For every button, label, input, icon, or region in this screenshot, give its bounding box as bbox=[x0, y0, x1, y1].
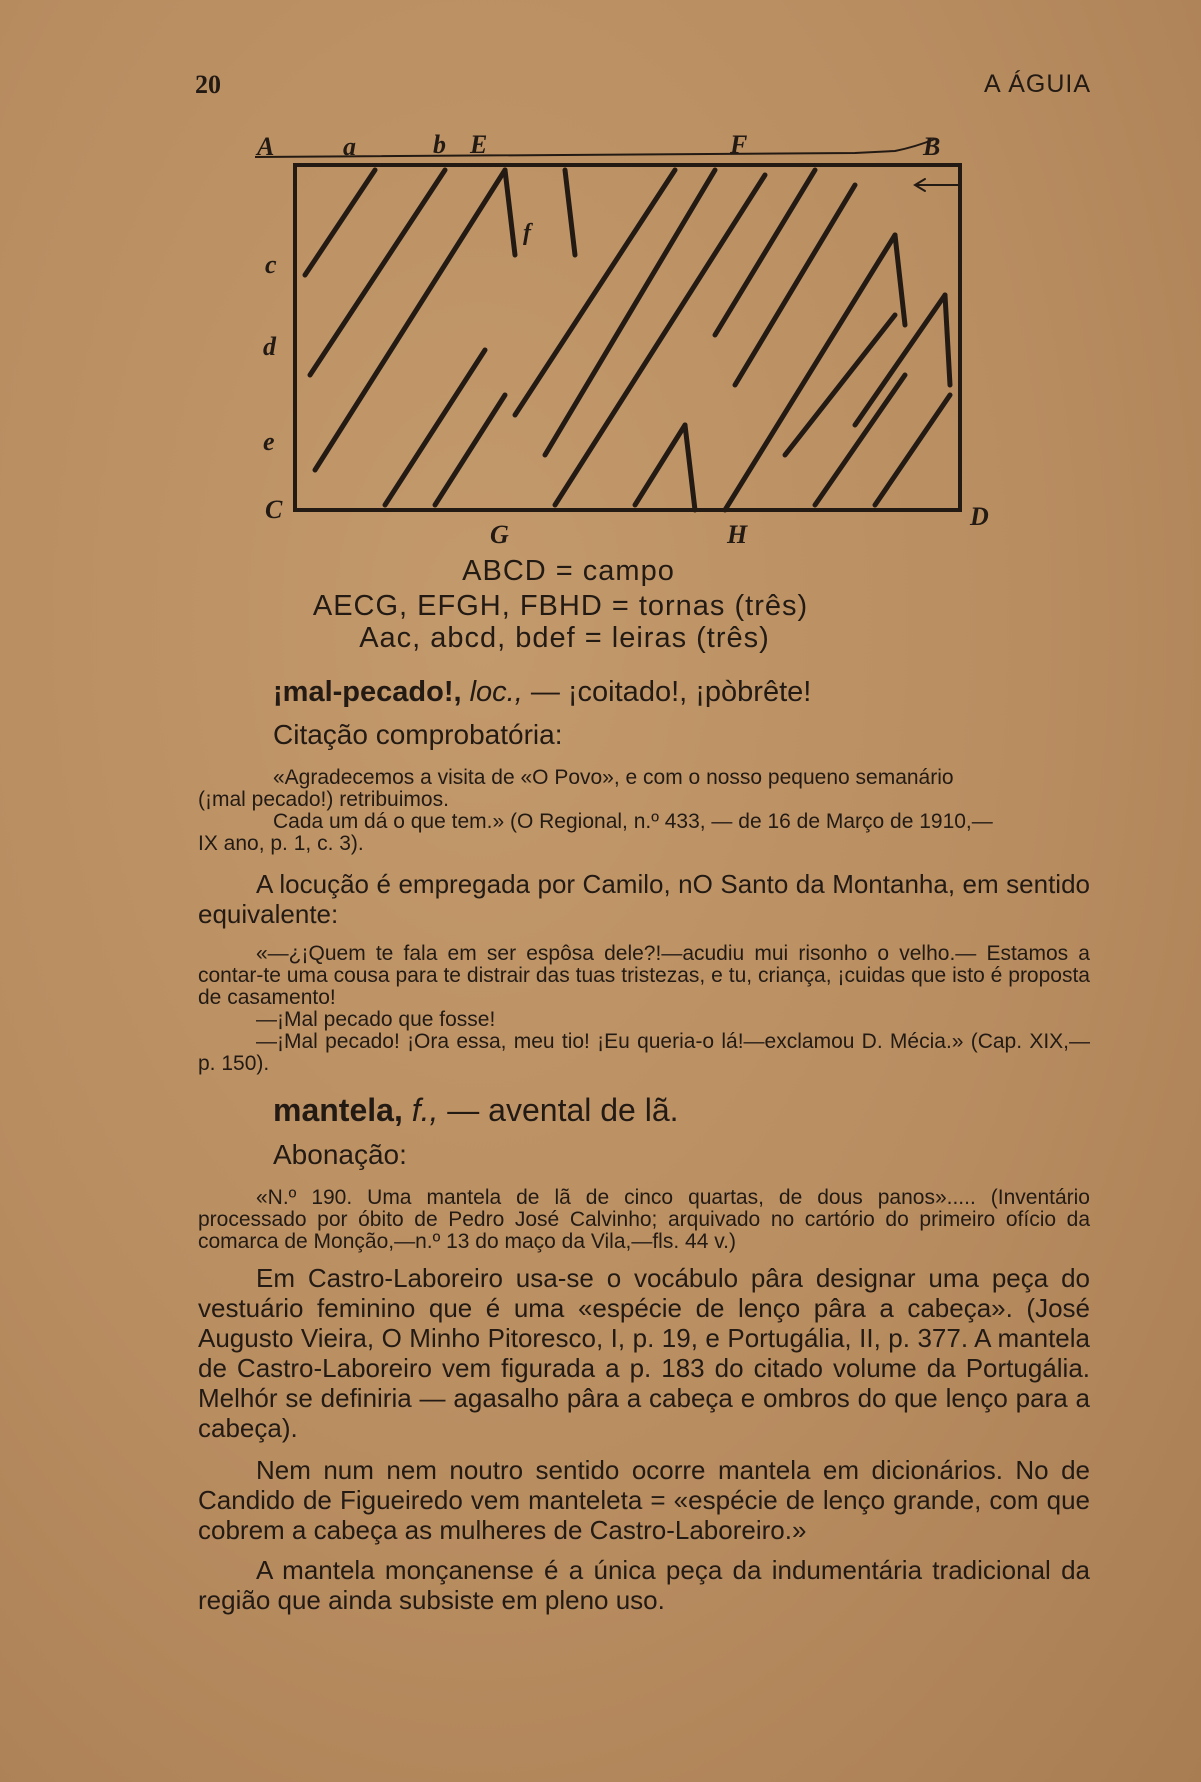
equation-leiras: Aac, abcd, bdef = leiras (três) bbox=[359, 622, 770, 654]
quote-line-1: «Agradecemos a visita de «O Povo», e com o nosso pequeno semanário bbox=[273, 766, 954, 789]
usage-paragraph: A locução é empregada por Camilo, nO Santo da Montanha, em sentido equivalente: bbox=[198, 869, 1090, 929]
headword-abbr: loc., bbox=[469, 676, 523, 708]
arrow-right bbox=[915, 179, 960, 191]
label-H: H bbox=[727, 520, 748, 545]
camilo-quote bbox=[198, 943, 1090, 1075]
page-number: 20 bbox=[195, 70, 221, 99]
equation-campo: ABCD = campo bbox=[462, 555, 675, 587]
headword-line-mantela bbox=[198, 1092, 1090, 1129]
abonacao-label: Abonação: bbox=[273, 1139, 407, 1170]
label-G: G bbox=[490, 520, 509, 545]
regional-quote bbox=[198, 767, 1090, 855]
inventario-quote: «N.º 190. Uma mantela de lã de cinco quartas, de dous panos»..... (Inventário processado por óbito de Pedro José Calvinho; arquivado no cartório do primeiro ofício da comarca de Monção,—n.º 13 do maço da Vila,—fls. 44 v.) bbox=[198, 1186, 1090, 1253]
label-D: D bbox=[970, 502, 989, 531]
headword: ¡mal-pecado!, bbox=[273, 676, 462, 708]
label-C: C bbox=[265, 495, 283, 524]
citation-label: Citação comprobatória: bbox=[273, 719, 563, 750]
camilo-line-3: —¡Mal pecado! ¡Ora essa, meu tio! ¡Eu queria-o lá!—exclamou D. Mécia.» (Cap. XIX,—p. 150). bbox=[198, 1030, 1090, 1075]
headword-mantela-gloss: — avental de lã. bbox=[447, 1092, 679, 1128]
label-d: d bbox=[263, 332, 276, 361]
dicionarios-paragraph: Nem num nem noutro sentido ocorre mantela em dicionários. No de Candido de Figueiredo vem manteleta = «espécie de lenço grande, com que cobrem a cabeça as mulheres de Castro-Laboreiro.» bbox=[198, 1455, 1090, 1545]
label-A: A bbox=[257, 132, 275, 161]
moncanense-paragraph: A mantela monçanense é a única peça da indumentária tradicional da região que ainda subsiste em pleno uso. bbox=[198, 1555, 1090, 1615]
furrow-lines bbox=[305, 170, 950, 510]
label-e: e bbox=[263, 427, 275, 456]
camilo-line-2: —¡Mal pecado que fosse! bbox=[256, 1008, 496, 1031]
top-edge bbox=[255, 139, 935, 157]
label-B: B bbox=[923, 132, 941, 161]
label-F: F bbox=[730, 130, 748, 159]
label-E: E bbox=[470, 130, 488, 159]
equation-tornas: AECG, EFGH, FBHD = tornas (três) bbox=[312, 590, 809, 622]
label-b: b bbox=[433, 130, 446, 159]
label-f: f bbox=[523, 220, 531, 246]
page-header bbox=[195, 70, 1091, 110]
field-diagram bbox=[255, 125, 1015, 545]
camilo-line-1: «—¿¡Quem te fala em ser espôsa dele?!—acudiu mui risonho o velho.— Estamos a contar-te uma cousa para te distrair das tuas tristezas, e tu, criança, ¡cuidas que isto é proposta de casamento! bbox=[198, 942, 1090, 1009]
castro-paragraph: Em Castro-Laboreiro usa-se o vocábulo pâra designar uma peça do vestuário feminino que é uma «espécie de lenço pâra a cabeça». (José Augusto Vieira, O Minho Pitoresco, I, p. 19, e Portugália, II, p. 377. A mantela de Castro-Laboreiro vem figurada a p. 183 do citado volume da Portugália. Melhór se definiria — agasalho pâra a cabeça e ombros do que lenço para a cabeça). bbox=[198, 1263, 1090, 1443]
field-border bbox=[295, 165, 960, 510]
headword-line bbox=[198, 676, 1090, 709]
headword-mantela-abbr: f., bbox=[411, 1092, 439, 1128]
headword-mantela: mantela, bbox=[273, 1092, 403, 1128]
entry-mantela bbox=[198, 1092, 1090, 1615]
label-a: a bbox=[343, 132, 356, 161]
quote-line-2: (¡mal pecado!) retribuimos. bbox=[198, 788, 449, 811]
running-title: A ÁGUIA bbox=[983, 70, 1091, 98]
quote-line-4: IX ano, p. 1, c. 3). bbox=[198, 832, 364, 855]
label-c: c bbox=[265, 250, 277, 279]
entry-mal-pecado bbox=[198, 676, 1090, 1075]
headword-gloss: — ¡coitado!, ¡pòbrête! bbox=[530, 676, 812, 708]
quote-line-3: Cada um dá o que tem.» (O Regional, n.º 433, — de 16 de Março de 1910,— bbox=[273, 810, 993, 833]
